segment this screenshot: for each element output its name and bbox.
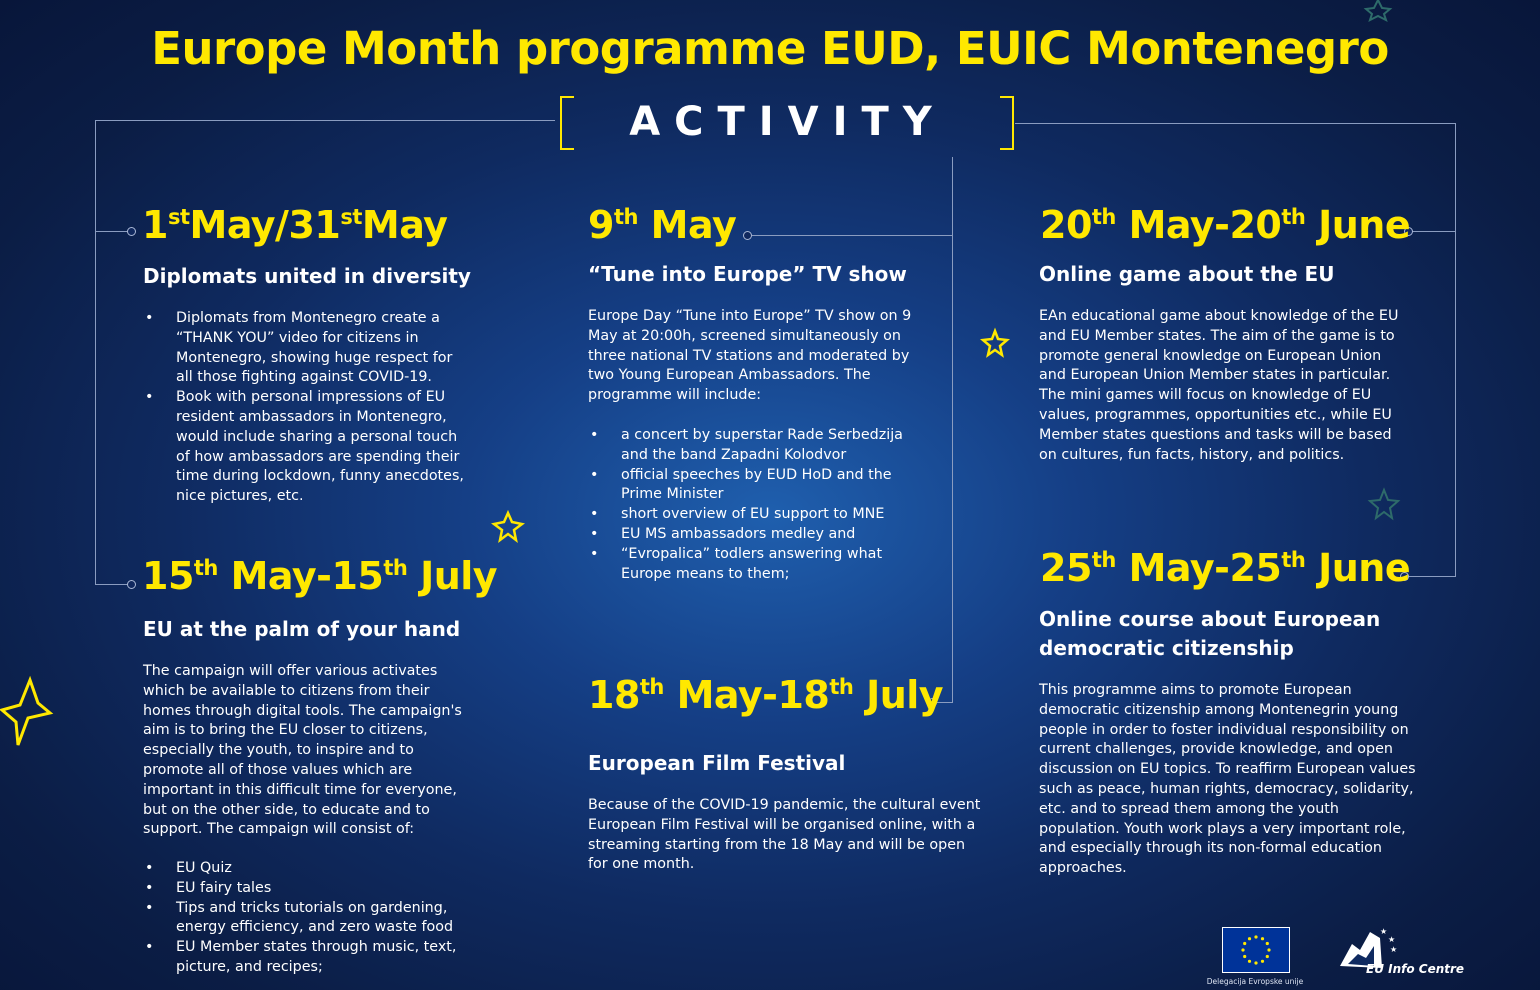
- connector-line: [95, 120, 555, 121]
- connector-dot: [127, 227, 136, 236]
- connector-line: [752, 235, 952, 236]
- connector-dot: [127, 580, 136, 589]
- svg-text:★: ★: [1380, 927, 1388, 936]
- event-body: This programme aims to promote European democratic citizenship among Montenegrin young people in order to foster individual responsibility on current challenges, provide knowledge, and open discussion on EU topics. To reaffirm European values such as peace, human rights, democracy, solidarity, etc. and to spread them among the youth population. Youth work plays a very important role, and especially through its non-formal education approaches.: [1039, 682, 1416, 877]
- event-subtitle: Online game about the EU: [1039, 262, 1335, 286]
- connector-line: [95, 584, 131, 585]
- event-date: 18th May-18th July: [588, 673, 944, 717]
- svg-text:★: ★: [1390, 945, 1398, 954]
- flag-star-icon: [1241, 948, 1244, 951]
- svg-text:★: ★: [1388, 935, 1396, 944]
- flag-star-icon: [1266, 955, 1269, 958]
- flag-star-icon: [1248, 937, 1251, 940]
- connector-line: [1455, 123, 1456, 576]
- event-subtitle: Diplomats united in diversity: [143, 264, 471, 288]
- flag-star-icon: [1267, 948, 1270, 951]
- list-item: • “Evropalica” todlers answering what Europe means to them;: [588, 545, 918, 585]
- list-item: • Diplomats from Montenegro create a “THANK YOU” video for citizens in Montenegro, showing huge respect for all those fighting against COVID-19.: [143, 309, 468, 388]
- flag-star-icon: [1261, 937, 1264, 940]
- page-title: Europe Month programme EUD, EUIC Montenegro: [151, 22, 1389, 75]
- list-item: • short overview of EU support to MNE: [588, 505, 918, 525]
- eu-flag-icon: [1223, 928, 1289, 972]
- event-body: Because of the COVID-19 pandemic, the cultural event European Film Festival will be organised online, with a streaming starting from the 18 May and will be open for one month.: [588, 797, 981, 873]
- list-item: • Tips and tricks tutorials on gardening, energy efficiency, and zero waste food: [143, 899, 468, 939]
- flag-star-icon: [1243, 942, 1246, 945]
- star-icon: [2, 680, 50, 745]
- connector-dot: [743, 231, 752, 240]
- event-date: 15th May-15th July: [142, 554, 498, 598]
- connector-line: [1015, 123, 1456, 124]
- section-label: ACTIVITY: [629, 99, 946, 145]
- star-icon: [983, 331, 1007, 355]
- star-icon: [1366, 0, 1390, 20]
- event-bullets: [143, 309, 468, 507]
- star-icon: [1370, 490, 1398, 518]
- connector-line: [1412, 231, 1456, 232]
- event-subtitle: Online course about European democratic citizenship: [1039, 607, 1381, 660]
- connector-line: [952, 157, 953, 703]
- flag-star-icon: [1261, 960, 1264, 963]
- eu-delegation-caption: Delegacija Evropske unije: [1206, 977, 1304, 986]
- event-date: 20th May-20th June: [1040, 203, 1411, 247]
- flag-star-icon: [1254, 935, 1257, 938]
- event-date: 9th May: [588, 203, 737, 247]
- eu-info-centre-logo: [1336, 924, 1466, 976]
- list-item: • EU Member states through music, text, picture, and recipes;: [143, 938, 468, 978]
- connector-line: [95, 120, 96, 584]
- connector-line: [95, 231, 131, 232]
- event-subtitle: EU at the palm of your hand: [143, 617, 461, 641]
- eu-delegation-logo: [1222, 927, 1290, 973]
- list-item: • EU fairy tales: [143, 879, 468, 899]
- event-body: EAn educational game about knowledge of the EU and EU Member states. The aim of the game is to promote general knowledge on European Union and European Union Member states in particular. The mini games will focus on knowledge of EU values, programmes, opportunities etc., while EU Member states questions and tasks will be based on cultures, fun facts, history, and politics.: [1039, 308, 1399, 463]
- list-item: • Book with personal impressions of EU resident ambassadors in Montenegro, would include sharing a personal touch of how ambassadors are spending their time during lockdown, funny anecdotes, nice pictures, etc.: [143, 388, 468, 507]
- event-bullets: [588, 426, 918, 584]
- event-body: The campaign will offer various activates which be available to citizens from their homes through digital tools. The campaign's aim is to bring the EU closer to citizens, especially the youth, to inspire and to promote all of those values which are important in this difficult time for everyone, but on the other side, to educate and to support. The campaign will consist of:: [143, 663, 462, 838]
- flag-star-icon: [1254, 961, 1257, 964]
- list-item: • official speeches by EUD HoD and the Prime Minister: [588, 466, 918, 506]
- star-icon: [494, 513, 522, 540]
- eu-info-centre-label: EU Info Centre: [1366, 962, 1465, 976]
- event-subtitle: European Film Festival: [588, 751, 846, 775]
- flag-star-icon: [1266, 942, 1269, 945]
- event-bullets: [143, 859, 468, 978]
- event-subtitle: “Tune into Europe” TV show: [588, 262, 907, 286]
- connector-line: [1408, 576, 1456, 577]
- list-item: • EU Quiz: [143, 859, 468, 879]
- event-date: 1stMay/31stMay: [142, 203, 448, 247]
- event-date: 25th May-25th June: [1040, 546, 1411, 590]
- flag-star-icon: [1243, 955, 1246, 958]
- flag-star-icon: [1248, 960, 1251, 963]
- list-item: • EU MS ambassadors medley and: [588, 525, 918, 545]
- list-item: • a concert by superstar Rade Serbedzija and the band Zapadni Kolodvor: [588, 426, 918, 466]
- event-body: Europe Day “Tune into Europe” TV show on 9 May at 20:00h, screened simultaneously on three national TV stations and moderated by two Young European Ambassadors. The programme will include:: [588, 308, 912, 404]
